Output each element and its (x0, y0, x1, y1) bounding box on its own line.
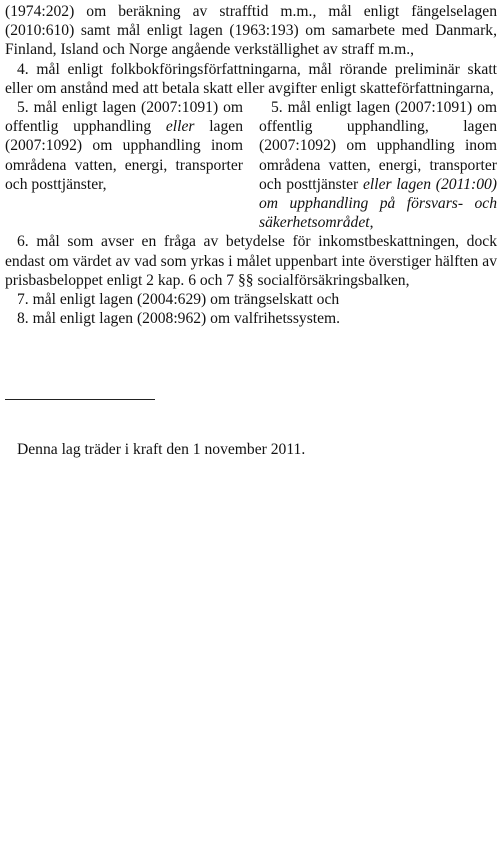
item-5-current-text: 5. mål enligt lagen (2007:1091) om offentlig upphandling (5, 99, 243, 136)
item-4-paragraph: 4. mål enligt folkbokföringsförfattningarna, mål rörande preliminär skatt eller om anstånd med att betala skatt eller avgifter enligt skatteförfattningarna, (5, 60, 497, 97)
comparison-columns (5, 98, 497, 232)
current-wording-column (5, 98, 243, 232)
footnote-divider (5, 399, 155, 400)
item-5-proposed-italic: eller lagen (2011:00) om upphandling på försvars- och säkerhetsområdet (259, 175, 497, 232)
item-8-paragraph: 8. mål enligt lagen (2008:962) om valfrihetssystem. (17, 310, 341, 328)
item-5-proposed-tail: , (369, 214, 374, 232)
item-5-proposed-text: 5. mål enligt lagen (2007:1091) om offentlig upphandling, lagen (2007:1092) om upphandling inom områdena vatten, energi, transporter och posttjänster (259, 99, 497, 193)
law-text-page (5, 2, 497, 328)
item-5-proposed-paragraph (259, 98, 497, 232)
proposed-wording-column (259, 98, 497, 232)
intro-paragraph: (1974:202) om beräkning av strafftid m.m., mål enligt fängelselagen (2010:610) samt mål enligt lagen (1963:193) om samarbete med Danmark, Finland, Island och Norge angående verkställighet av straff m.m., (5, 3, 497, 59)
item-5-current-tail: lagen (2007:1092) om upphandling inom områdena vatten, energi, transporter och posttjänster, (5, 118, 243, 193)
item-5-current-italic: eller (165, 118, 195, 136)
item-7-paragraph: 7. mål enligt lagen (2004:629) om trängselskatt och (17, 291, 340, 309)
effective-date-note: Denna lag träder i kraft den 1 november 2011. (17, 441, 306, 458)
item-5-current-paragraph (5, 98, 243, 194)
item-6-paragraph: 6. mål som avser en fråga av betydelse för inkomstbeskattningen, dock endast om värdet av vad som yrkas i målet uppenbart inte överstiger hälften av prisbasbeloppet enligt 2 kap. 6 och 7 §§ socialförsäkringsbalken, (5, 233, 497, 289)
